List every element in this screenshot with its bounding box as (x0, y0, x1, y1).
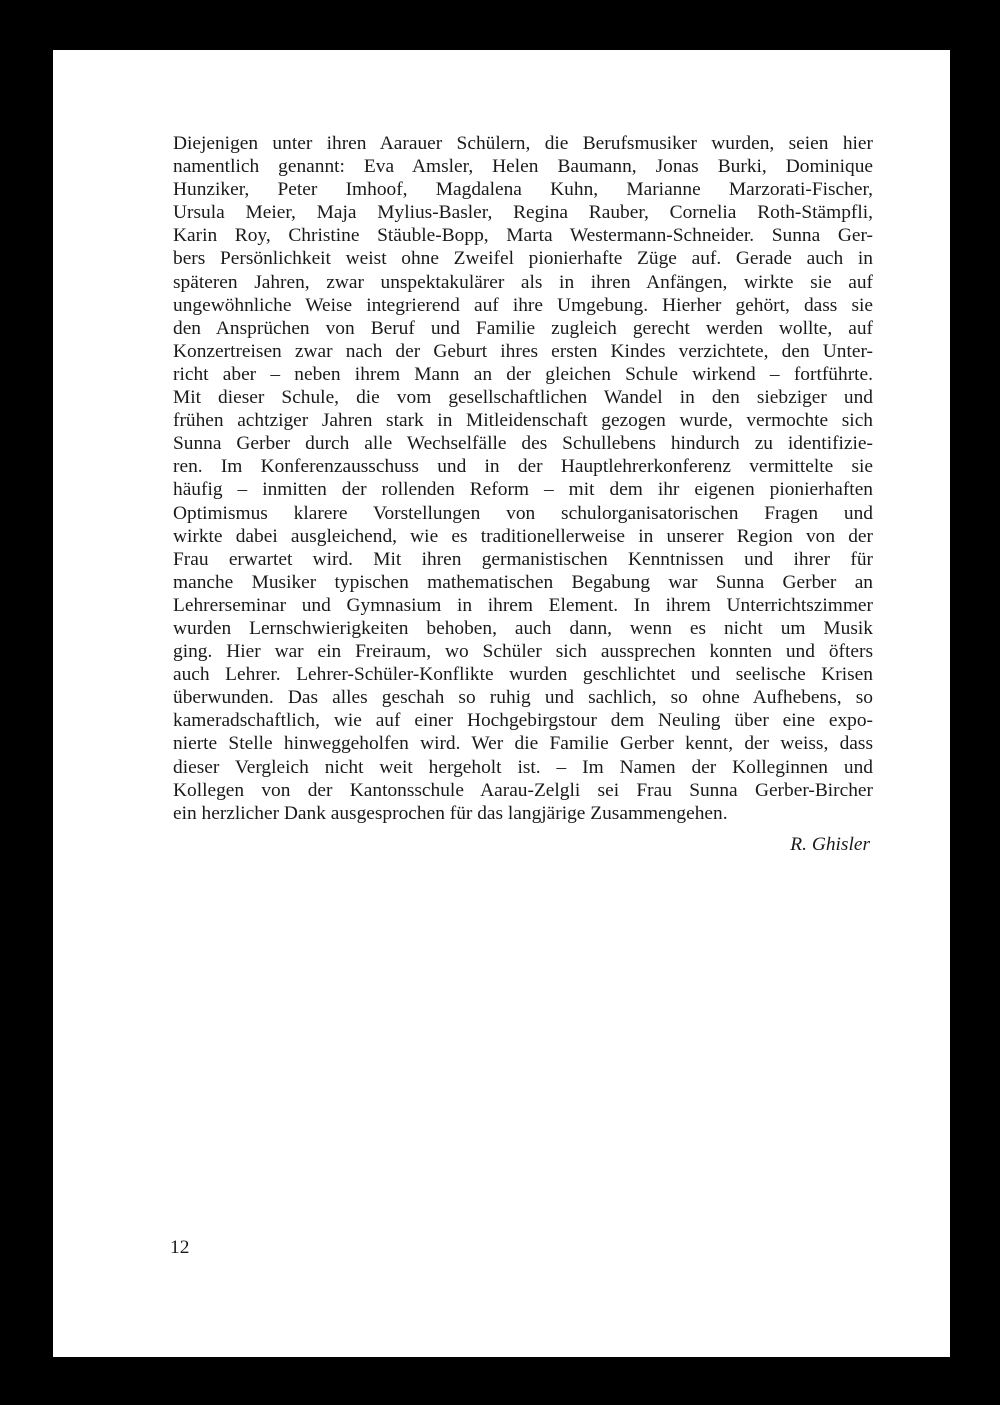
text-line: häufig – inmitten der rollenden Reform – mit dem ihr eigenen pionierhaften (173, 479, 873, 501)
text-line: überwunden. Das alles geschah so ruhig und sachlich, so ohne Aufhebens, so (173, 687, 873, 709)
text-line: Lehrerseminar und Gymnasium in ihrem Element. In ihrem Unterrichtszimmer (173, 594, 873, 616)
text-line: ren. Im Konferenzausschuss und in der Hauptlehrerkonferenz vermittelte sie (173, 456, 873, 478)
text-line: ein herzlicher Dank ausgesprochen für das langjärige Zusammengehen. (173, 802, 728, 824)
text-line: nierte Stelle hinweggeholfen wird. Wer die Familie Gerber kennt, der weiss, dass (173, 733, 873, 755)
text-line: wirkte dabei ausgleichend, wie es traditionellerweise in unserer Region von der (173, 525, 873, 547)
text-line: Kollegen von der Kantonsschule Aarau-Zelgli sei Frau Sunna Gerber-Bircher (173, 779, 873, 801)
text-line: Frau erwartet wird. Mit ihren germanistischen Kenntnissen und ihrer für (173, 548, 873, 570)
text-line: dieser Vergleich nicht weit hergeholt ist. – Im Namen der Kolleginnen und (173, 756, 873, 778)
text-line: Diejenigen unter ihren Aarauer Schülern, die Berufsmusiker wurden, seien hier (173, 133, 873, 154)
text-line: manche Musiker typischen mathematischen Begabung war Sunna Gerber an (173, 571, 873, 593)
text-line: Mit dieser Schule, die vom gesellschaftlichen Wandel in den siebziger und (173, 387, 873, 409)
text-line: kameradschaftlich, wie auf einer Hochgebirgstour dem Neuling über eine expo- (173, 710, 873, 732)
text-line: ging. Hier war ein Freiraum, wo Schüler sich aussprechen konnten und öfters (173, 641, 873, 663)
text-line: Ursula Meier, Maja Mylius-Basler, Regina Rauber, Cornelia Roth-Stämpfli, (173, 202, 873, 224)
text-line: richt aber – neben ihrem Mann an der gleichen Schule wirkend – fortführte. (173, 363, 873, 385)
body-paragraph (173, 132, 873, 825)
text-line: namentlich genannt: Eva Amsler, Helen Baumann, Jonas Burki, Dominique (173, 156, 873, 178)
text-line: bers Persönlichkeit weist ohne Zweifel pionierhafte Züge auf. Gerade auch in (173, 248, 873, 270)
text-line: Hunziker, Peter Imhoof, Magdalena Kuhn, Marianne Marzorati-Fischer, (173, 179, 873, 201)
page-number: 12 (170, 1237, 190, 1258)
text-line: Sunna Gerber durch alle Wechselfälle des Schullebens hindurch zu identifizie- (173, 433, 873, 455)
author-signature: R. Ghisler (790, 834, 870, 855)
text-line: ungewöhnliche Weise integrierend auf ihre Umgebung. Hierher gehört, dass sie (173, 294, 873, 316)
text-line: Konzertreisen zwar nach der Geburt ihres ersten Kindes verzichtete, den Unter- (173, 340, 873, 362)
text-line: frühen achtziger Jahren stark in Mitleidenschaft gezogen wurde, vermochte sich (173, 410, 873, 432)
text-line: wurden Lernschwierigkeiten behoben, auch dann, wenn es nicht um Musik (173, 617, 873, 639)
text-line: den Ansprüchen von Beruf und Familie zugleich gerecht werden wollte, auf (173, 317, 873, 339)
text-line: Optimismus klarere Vorstellungen von schulorganisatorischen Fragen und (173, 502, 873, 524)
document-page (53, 50, 950, 1357)
text-line: späteren Jahren, zwar unspektakulärer als in ihren Anfängen, wirkte sie auf (173, 271, 873, 293)
text-line: auch Lehrer. Lehrer-Schüler-Konflikte wurden geschlichtet und seelische Krisen (173, 664, 873, 686)
text-line: Karin Roy, Christine Stäuble-Bopp, Marta Westermann-Schneider. Sunna Ger- (173, 225, 873, 247)
